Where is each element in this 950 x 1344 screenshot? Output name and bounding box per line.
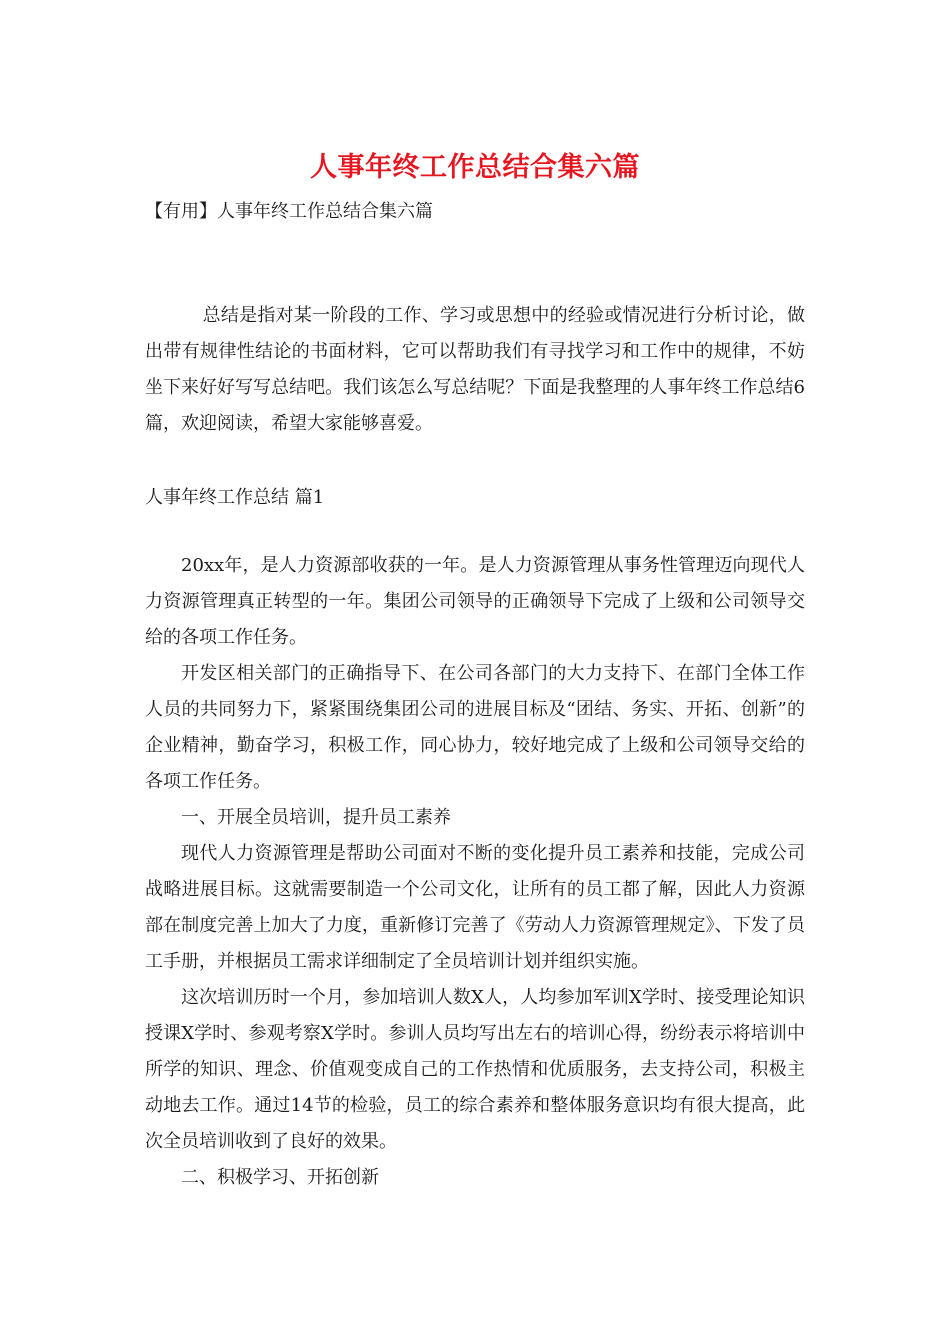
paragraph: 20xx年，是人力资源部收获的一年。是人力资源管理从事务性管理迈向现代人力资源管理真正转型的一年。集团公司领导的正确领导下完成了上级和公司领导交给的各项工作任务。 [145,555,805,648]
paragraph: 这次培训历时一个月，参加培训人数X人，人均参加军训X学时、接受理论知识授课X学时、参观考察X学时。参训人员均写出左右的培训心得，纷纷表示将培训中所学的知识、理念、价值观变成自己的工作热情和优质服务，去支持公司，积极主动地去工作。通过14节的检验，员工的综合素养和整体服务意识均有很大提高，此次全员培训收到了良好的效果。 [145,987,805,1152]
document-subtitle: 【有用】人事年终工作总结合集六篇 [145,201,433,222]
section-body [145,548,805,1196]
subheading: 二、积极学习、开拓创新 [181,1167,379,1188]
document-title: 人事年终工作总结合集六篇 [310,152,640,183]
paragraph: 现代人力资源管理是帮助公司面对不断的变化提升员工素养和技能，完成公司战略进展目标。这就需要制造一个公司文化，让所有的员工都了解，因此人力资源部在制度完善上加大了力度，重新修订完善了《劳动人力资源管理规定》、下发了员工手册，并根据员工需求详细制定了全员培训计划并组织实施。 [145,843,805,972]
subheading: 一、开展全员培训，提升员工素养 [181,807,451,828]
paragraph: 开发区相关部门的正确指导下、在公司各部门的大力支持下、在部门全体工作人员的共同努力下，紧紧围绕集团公司的进展目标及“团结、务实、开拓、创新”的企业精神，勤奋学习，积极工作，同心协力，较好地完成了上级和公司领导交给的各项工作任务。 [145,663,805,792]
intro-block [145,298,805,442]
intro-paragraph: 总结是指对某一阶段的工作、学习或思想中的经验或情况进行分析讨论，做出带有规律性结论的书面材料，它可以帮助我们有寻找学习和工作中的规律，不妨坐下来好好写写总结吧。我们该怎么写总结呢？下面是我整理的人事年终工作总结6篇，欢迎阅读，希望大家能够喜爱。 [145,305,805,434]
section-title: 人事年终工作总结 篇1 [145,487,325,508]
